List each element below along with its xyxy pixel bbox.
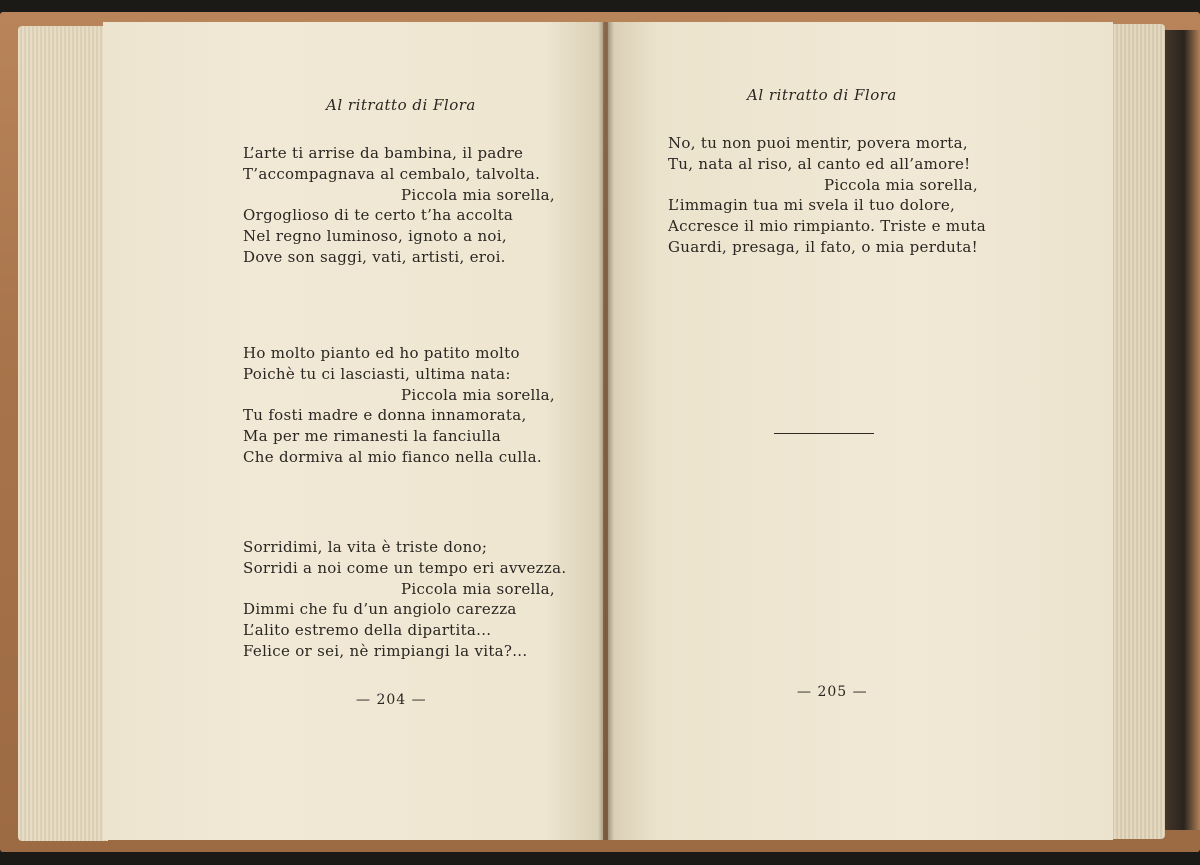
verse-line: Ho molto pianto ed ho patito molto xyxy=(243,344,520,362)
verse-line: Che dormiva al mio fianco nella culla. xyxy=(243,447,542,466)
stanza-4 xyxy=(668,133,986,258)
page-number-left: — 204 — xyxy=(356,692,427,708)
right-page xyxy=(608,22,1113,840)
refrain-line: Piccola mia sorella, xyxy=(400,385,555,404)
verse-line: Dimmi che fu d’un angiolo carezza xyxy=(243,600,517,619)
verse-line: Felice or sei, nè rimpiangi la vita?... xyxy=(243,641,528,660)
page-number-right: — 205 — xyxy=(797,684,868,700)
refrain-line: Piccola mia sorella, xyxy=(400,579,555,598)
verse-line: Dove son saggi, vati, artisti, eroi. xyxy=(243,247,506,266)
verse-line: No, tu non puoi mentir, povera morta, xyxy=(668,134,968,152)
verse-line: L’immagin tua mi svela il tuo dolore, xyxy=(668,196,956,215)
verse-line: Accresce il mio rimpianto. Triste e muta xyxy=(668,217,986,236)
running-head-left: Al ritratto di Flora xyxy=(326,96,476,114)
verse-line: L’alito estremo della dipartita... xyxy=(243,621,492,640)
verse-line: Orgoglioso di te certo t’ha accolta xyxy=(243,206,514,225)
running-head-right: Al ritratto di Flora xyxy=(747,86,897,104)
page-edges-right xyxy=(1110,24,1165,839)
refrain-line: Piccola mia sorella, xyxy=(823,175,978,194)
verse-line: Sorridimi, la vita è triste dono; xyxy=(243,538,488,556)
closing-rule xyxy=(774,433,874,434)
stanza-2 xyxy=(243,343,555,468)
refrain-line: Piccola mia sorella, xyxy=(400,185,555,204)
verse-line: Nel regno luminoso, ignoto a noi, xyxy=(243,227,507,246)
stanza-1 xyxy=(243,143,555,268)
verse-line: Sorridi a noi come un tempo eri avvezza. xyxy=(243,558,567,577)
verse-line: Tu fosti madre e donna innamorata, xyxy=(243,406,527,425)
left-page xyxy=(103,22,603,840)
cover-edge xyxy=(1160,30,1200,830)
book-gutter xyxy=(598,22,614,840)
verse-line: L’arte ti arrise da bambina, il padre xyxy=(243,144,524,162)
verse-line: Poichè tu ci lasciasti, ultima nata: xyxy=(243,364,511,383)
verse-line: Tu, nata al riso, al canto ed all’amore! xyxy=(668,154,971,173)
stanza-3 xyxy=(243,537,567,662)
verse-line: T’accompagnava al cembalo, talvolta. xyxy=(243,164,541,183)
verse-line: Ma per me rimanesti la fanciulla xyxy=(243,427,501,446)
verse-line: Guardi, presaga, il fato, o mia perduta! xyxy=(668,237,978,256)
page-edges-left xyxy=(18,26,108,841)
